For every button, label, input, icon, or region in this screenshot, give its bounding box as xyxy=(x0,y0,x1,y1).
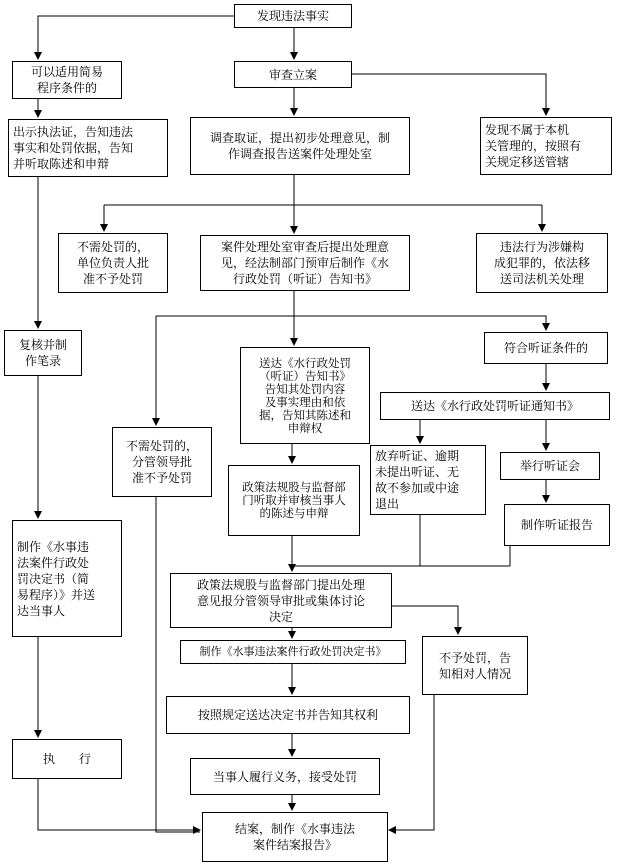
node-waive-hearing: 放弃听证、逾期 未提出听证、无 故不参加或中途 退出 xyxy=(370,445,486,515)
node-no-penalty-inform: 不予处罚，告 知相对人情况 xyxy=(422,636,528,695)
node-hearing-report: 制作听证报告 xyxy=(504,504,610,546)
node-hearing-condition: 符合听证条件的 xyxy=(484,332,608,364)
node-fulfill: 当事人履行义务，接受处罚 xyxy=(190,758,380,795)
node-policy-submit: 政策法规股与监督部门提出处理 意见报分管领导审批或集体讨论 决定 xyxy=(170,573,392,628)
node-close-case: 结案，制作《水事违法 案件结案报告》 xyxy=(202,812,388,862)
node-no-penalty-head: 不需处罚的， 单位负责人批 准不予处罚 xyxy=(58,233,168,293)
node-dept-review: 案件处理处室审查后提出处理意 见，经法制部门预审后制作《水 行政处罚（听证）告知书》 xyxy=(200,235,410,291)
node-transfer: 发现不属于本机 关管理的，按照有 关规定移送管辖 xyxy=(480,117,612,175)
node-execute: 执 行 xyxy=(12,739,122,779)
node-hold-hearing: 举行听证会 xyxy=(500,452,600,480)
node-deliver-notice: 送达《水行政处罚 （听证）告知书》 告知其处罚内容 及事实理由和依 据，告知其陈述和 申辩权 xyxy=(240,347,370,444)
node-simple-procedure: 可以适用简易 程序条件的 xyxy=(12,61,122,99)
node-deliver-decision: 按照规定送达决定书并告知其权利 xyxy=(166,696,410,734)
node-policy-hear: 政策法规股与监督部 门听取并审核当事人 的陈述与申辩 xyxy=(228,465,360,536)
node-show-certificate: 出示执法证，告知违法 事实和处罚依据，告知 并听取陈述和申辩 xyxy=(8,119,168,177)
node-start: 发现违法事实 xyxy=(234,4,352,28)
node-recheck: 复核并制 作笔录 xyxy=(4,330,82,376)
node-decision-simple: 制作《水事违 法案件行政处 罚决定书（简 易程序）》并送 达当事人 xyxy=(12,520,122,637)
node-review-register: 审查立案 xyxy=(234,61,352,88)
node-make-decision: 制作《水事违法案件行政处罚决定书》 xyxy=(180,640,406,664)
node-no-penalty-leader: 不需处罚的， 分管领导批 准不予处罚 xyxy=(112,427,212,497)
node-investigate: 调查取证，提出初步处理意见，制 作调查报告送案件处理处室 xyxy=(190,117,410,175)
node-hearing-notice: 送达《水行政处罚听证通知书》 xyxy=(380,392,610,420)
node-crime-transfer: 违法行为涉嫌构 成犯罪的，依法移 送司法机关处理 xyxy=(476,233,608,293)
